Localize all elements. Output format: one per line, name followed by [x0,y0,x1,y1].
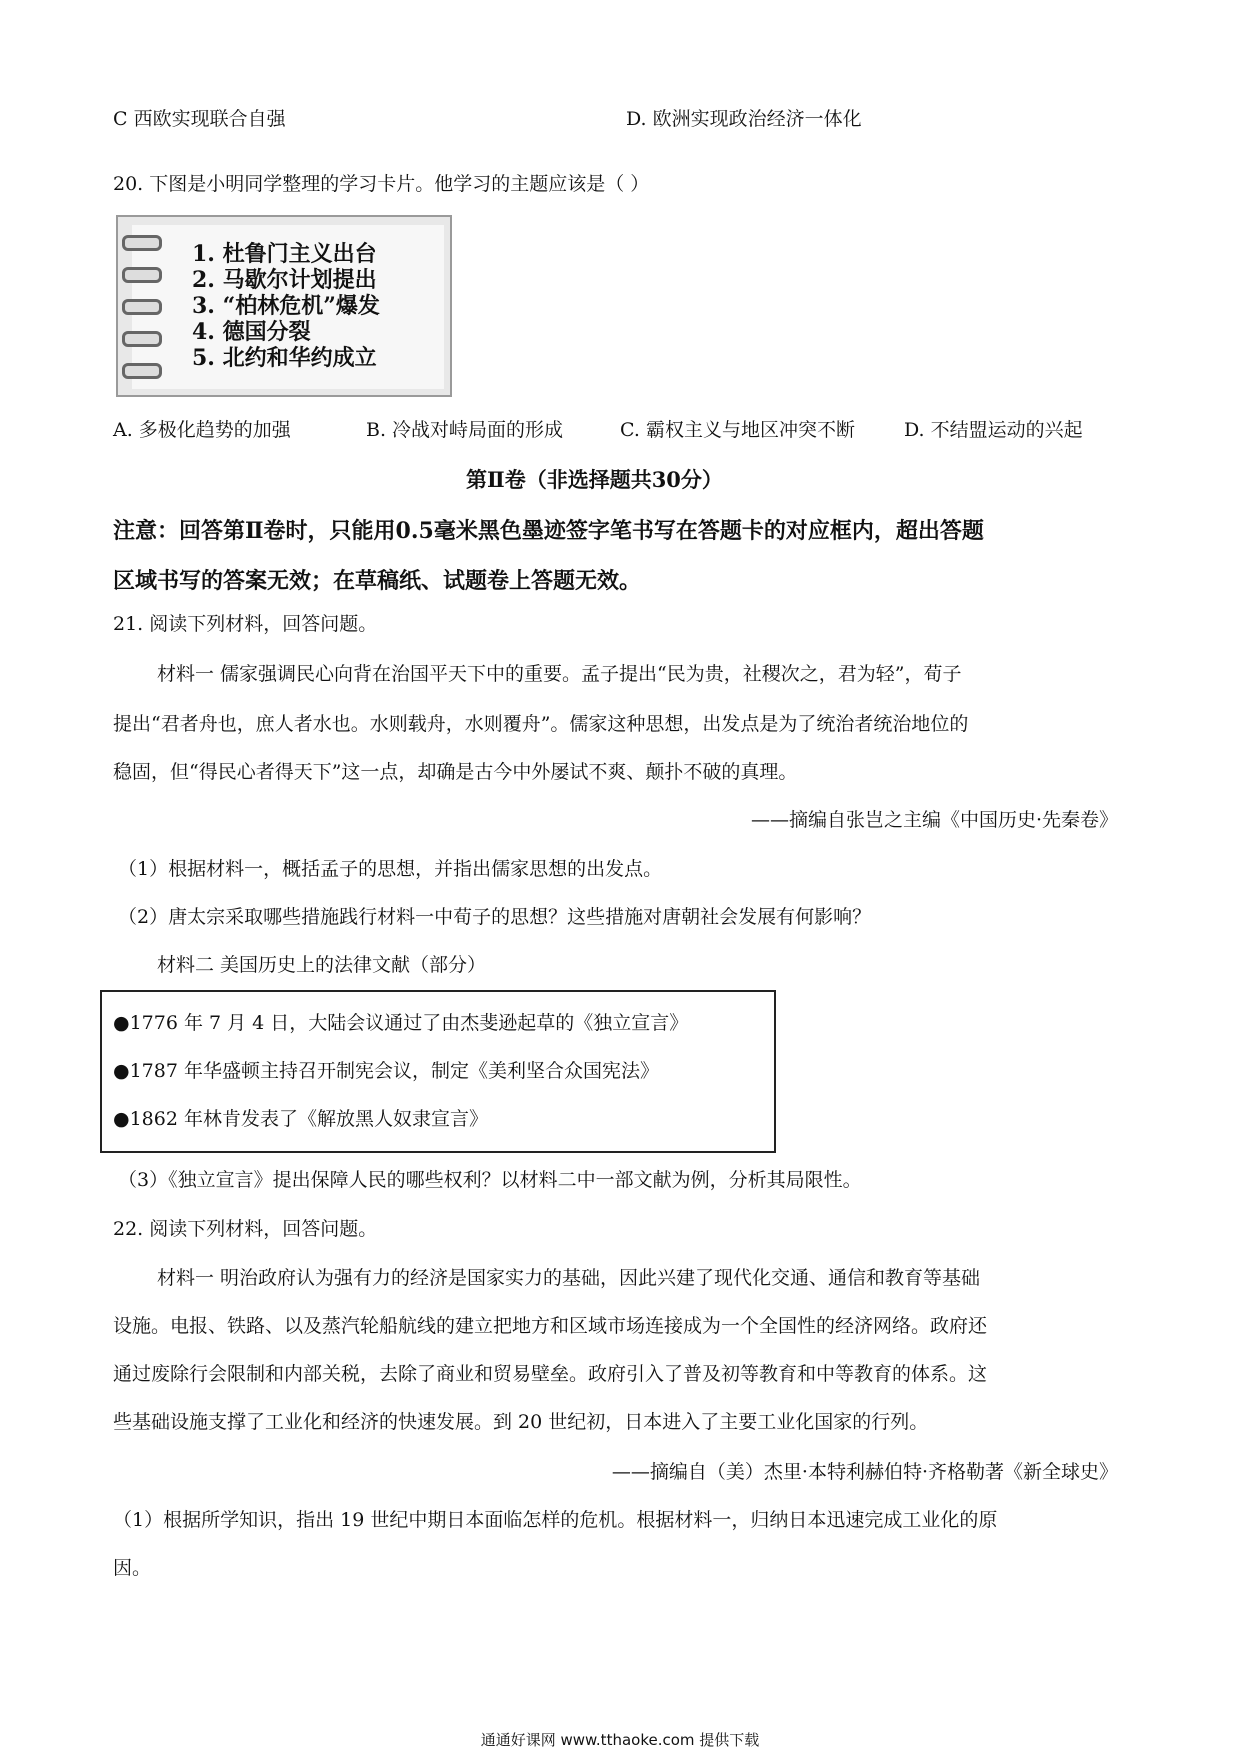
q20-option-b: B. 冷战对峙局面的形成 [366,419,564,441]
binder-ring [122,363,162,379]
card-item-2: 2. 马歇尔计划提出 [192,267,377,293]
q20-stem: 20. 下图是小明同学整理的学习卡片。他学习的主题应该是（ ） [113,173,650,195]
q22-material1-line: 材料一 明治政府认为强有力的经济是国家实力的基础，因此兴建了现代化交通、通信和教育等基础 [157,1267,981,1289]
q22-material1-source: ——摘编自（美）杰里·本特利赫伯特·齐格勒著《新全球史》 [611,1461,1118,1483]
binder-ring [122,331,162,347]
material2-item: ●1862 年林肯发表了《解放黑人奴隶宣言》 [113,1108,488,1130]
q21-material1-source: ——摘编自张岂之主编《中国历史·先秦卷》 [750,809,1118,831]
card-item-1: 1. 杜鲁门主义出台 [192,241,377,267]
q22-sub1-line: 因。 [113,1557,152,1579]
q20-option-c: C. 霸权主义与地区冲突不断 [620,419,855,441]
study-card-page [132,225,444,389]
q21-sub1: （1）根据材料一，概括孟子的思想，并指出儒家思想的出发点。 [118,858,663,880]
q21-sub2: （2）唐太宗采取哪些措施践行材料一中荀子的思想？这些措施对唐朝社会发展有何影响？ [118,906,872,928]
q19-option-c: C 西欧实现联合自强 [113,108,286,130]
q22-material1-line: 些基础设施支撑了工业化和经济的快速发展。到 20 世纪初，日本进入了主要工业化国家的行列。 [113,1411,929,1433]
binder-ring [122,235,162,251]
q21-material1-line: 稳固，但“得民心者得天下”这一点，却确是古今中外屡试不爽、颠扑不破的真理。 [113,761,798,783]
q21-material1-line: 提出“君者舟也，庶人者水也。水则载舟，水则覆舟”。儒家这种思想，出发点是为了统治者统治地位的 [113,713,969,735]
q22-material1-line: 设施。电报、铁路、以及蒸汽轮船航线的建立把地方和区域市场连接成为一个全国性的经济网络。政府还 [113,1315,988,1337]
q21-sub3: （3）《独立宣言》提出保障人民的哪些权利？以材料二中一部文献为例，分析其局限性。 [118,1169,862,1191]
binder-ring [122,267,162,283]
q22-material1-line: 通过废除行会限制和内部关税，去除了商业和贸易壁垒。政府引入了普及初等教育和中等教育的体系。这 [113,1363,988,1385]
q20-option-d: D. 不结盟运动的兴起 [904,419,1083,441]
material2-item: ●1787 年华盛顿主持召开制宪会议，制定《美利坚合众国宪法》 [113,1060,659,1082]
notice-line-2: 区域书写的答案无效；在草稿纸、试题卷上答题无效。 [113,568,642,594]
q21-material1-line: 材料一 儒家强调民心向背在治国平天下中的重要。孟子提出“民为贵，社稷次之，君为轻”，荀子 [157,663,962,685]
q22-sub1-line: （1）根据所学知识，指出 19 世纪中期日本面临怎样的危机。根据材料一，归纳日本迅速完成工业化的原 [113,1509,998,1531]
section-title: 第Ⅱ卷（非选择题共30分） [466,467,723,492]
q19-option-d: D. 欧洲实现政治经济一体化 [626,108,862,130]
q21-material2-title: 材料二 美国历史上的法律文献（部分） [157,954,487,976]
card-item-4: 4. 德国分裂 [192,319,311,345]
study-card-image [116,215,452,397]
q20-option-a: A. 多极化趋势的加强 [113,419,291,441]
card-item-5: 5. 北约和华约成立 [192,345,377,371]
material2-item: ●1776 年 7 月 4 日，大陆会议通过了由杰斐逊起草的《独立宣言》 [113,1012,689,1034]
page-footer: 通通好课网 www.tthaoke.com 提供下载 [480,1731,760,1749]
q22-stem: 22. 阅读下列材料，回答问题。 [113,1218,378,1240]
card-item-3: 3. “柏林危机”爆发 [192,293,380,319]
q21-stem: 21. 阅读下列材料，回答问题。 [113,613,378,635]
notice-line-1: 注意：回答第Ⅱ卷时，只能用0.5毫米黑色墨迹签字笔书写在答题卡的对应框内，超出答题 [113,518,984,544]
binder-ring [122,299,162,315]
